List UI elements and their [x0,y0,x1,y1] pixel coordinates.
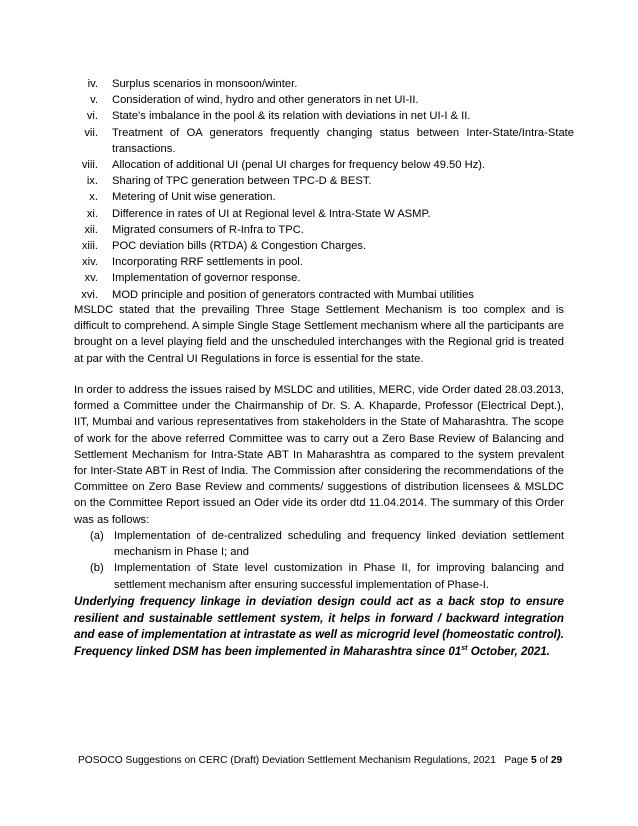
list-item-text: Incorporating RRF settlements in pool. [112,256,303,269]
footer-title: POSOCO Suggestions on CERC (Draft) Deviation Settlement Mechanism Regulations, 2021 [78,755,496,766]
list-item [74,125,574,157]
list-item-text: Allocation of additional UI (penal UI charges for frequency below 49.50 Hz). [112,159,486,172]
list-item-text: Difference in rates of UI at Regional level & Intra-State W ASMP. [112,207,431,220]
list-item-number: ix. [86,175,98,188]
list-item [74,254,574,270]
list-item-number: xiv. [82,256,98,269]
list-item-number: xvi. [81,288,98,301]
page-footer [78,754,578,768]
list-item-text: Implementation of de-centralized scheduling and frequency linked deviation settlement mechanism in Phase I; and [114,530,564,559]
conclusion-end: October, 2021. [467,644,550,658]
paragraph-merc-order: In order to address the issues raised by MSLDC and utilities, MERC, vide Order dated 28.03.2013, formed a Committee under the Chairmanship of Dr. S. A. Khaparde, Professor (Electrical Dept.), IIT, Mumbai and various representatives from stakeholders in the State of Maharashtra. The scope of work for the above referred Committee was to carry out a Zero Base Review of Balancing and Settlement Mechanism for Intra-State ABT In Maharashtra as compared to the system prevalent for Inter-State ABT in Rest of India. The Commission after considering the recommendations of the Committee on Zero Base Review and comments/ suggestions of distribution licensees & MSLDC on the Committee Report issued an Oder vide its order dtd 11.04.2014. The summary of this Order was as follows: [74,384,564,526]
list-item-text: Metering of Unit wise generation. [112,191,276,204]
paragraph-msldc-statement: MSLDC stated that the prevailing Three Stage Settlement Mechanism is too complex and is difficult to comprehend. A simple Single Stage Settlement mechanism where all the participants are brought on a level playing field and the unscheduled interchanges with the Regional grid is treated at par with the Central UI Regulations in force is essential for the state. [74,304,564,365]
list-item-text: Migrated consumers of R-Infra to TPC. [112,223,304,236]
footer-page-total: 29 [550,755,563,766]
list-item [90,560,564,592]
list-item-number: viii. [81,159,98,172]
list-item-text: Implementation of State level customization in Phase II, for improving balancing and settlement mechanism after ensuring successful implementation of Phase-I. [114,562,564,591]
list-item-number: vi. [86,110,98,123]
list-item [74,206,574,222]
list-item-text: POC deviation bills (RTDA) & Congestion Charges. [112,240,367,253]
ordinal-suffix: st [461,644,468,652]
list-item [74,92,574,108]
list-item [74,189,574,205]
list-item [74,173,574,189]
roman-numeral-list [74,76,574,303]
list-item-number: vii. [84,126,98,139]
list-item-number: x. [89,191,98,204]
list-item-number: xiii. [81,240,98,253]
conclusion-paragraph [74,594,564,660]
footer-page-label: Page [504,755,529,766]
list-item-number: xi. [86,207,98,220]
list-item-text: Surplus scenarios in monsoon/winter. [112,78,298,90]
list-item-text: MOD principle and position of generators contracted with Mumbai utilities [112,288,474,301]
list-item-number: iv. [87,78,98,90]
conclusion-text: Underlying frequency linkage in deviation design could act as a back stop to ensure resilient and sustainable settlement system, it helps in forward / backward integration and ease of implementation at intrastate as well as microgrid level (homeostatic control). Frequency linked DSM has been implemented in Maharashtra since 01 [74,595,564,658]
list-item-number: v. [90,94,98,107]
footer-of-label: of [539,755,549,766]
list-item [74,238,574,254]
list-item-number: (a) [90,530,104,542]
list-item-number: xii. [84,223,98,236]
list-item [74,108,574,124]
footer-page-number: 5 [531,755,537,766]
list-item-text: Consideration of wind, hydro and other generators in net UI-II. [112,94,419,107]
list-item-text: Implementation of governor response. [112,272,301,285]
list-item [74,287,574,303]
list-item [74,76,574,92]
list-item-text: Treatment of OA generators frequently changing status between Inter-State/Intra-State transactions. [112,126,574,155]
alpha-list [90,528,564,593]
list-item [74,222,574,238]
list-item-number: xv. [84,272,98,285]
list-item [74,157,574,173]
list-item-text: Sharing of TPC generation between TPC-D & BEST. [112,175,372,188]
list-item [74,270,574,286]
list-item-number: (b) [90,562,104,575]
list-item-text: State's imbalance in the pool & its relation with deviations in net UI-I & II. [112,110,471,123]
list-item [90,528,564,560]
